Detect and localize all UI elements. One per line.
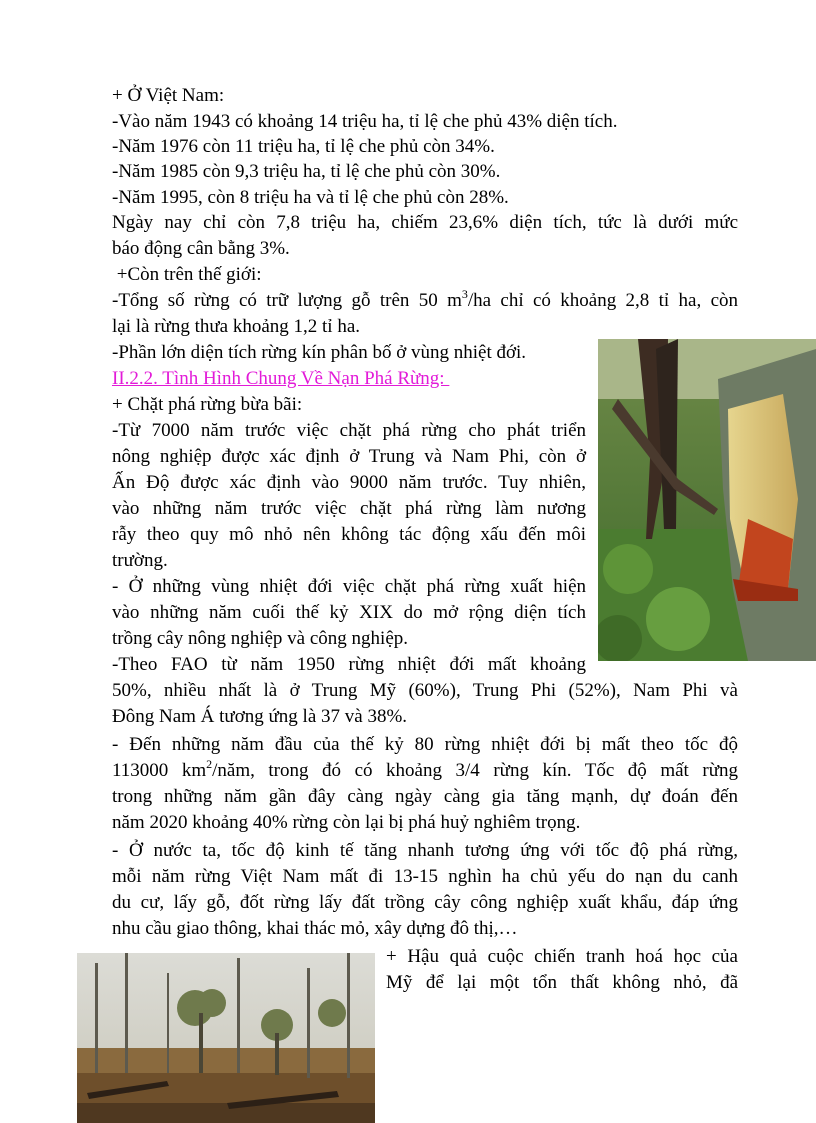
p1-line2: nông nghiệp được xác định ở Trung và Nam Phi, còn ở: [112, 446, 586, 467]
vn-today-line1: Ngày nay chỉ còn 7,8 triệu ha, chiếm 23,6% diện tích, tức là dưới mức: [112, 212, 738, 233]
world-total-line2: lại là rừng thưa khoảng 1,2 tỉ ha.: [112, 316, 361, 337]
p6-line2: Mỹ để lại một tổn thất không nhỏ, đã: [386, 972, 738, 993]
photo-burned-forest: [77, 953, 375, 1123]
section-heading: II.2.2. Tình Hình Chung Về Nạn Phá Rừng:: [112, 368, 450, 389]
vn-1995: -Năm 1995, còn 8 triệu ha và tỉ lệ che phủ còn 28%.: [112, 187, 509, 208]
p6-line1: + Hậu quả cuộc chiến tranh hoá học của: [386, 946, 738, 967]
vn-1976: -Năm 1976 còn 11 triệu ha, tỉ lệ che phủ còn 34%.: [112, 136, 495, 157]
p4-line3: trong những năm gần đây càng ngày càng gia tăng mạnh, dự đoán đến: [112, 786, 738, 807]
p1-line1: -Từ 7000 năm trước việc chặt phá rừng cho phát triển: [112, 420, 586, 441]
p2-line1: - Ở những vùng nhiệt đới việc chặt phá rừng xuất hiện: [112, 576, 586, 597]
p4-line2: 113000 $km^2$/năm, trong đó có khoảng 3/4 rừng kín. Tốc độ mất rừng: [112, 756, 738, 781]
p2-line2: vào những năm cuối thế kỷ XIX do mở rộng diện tích: [112, 602, 586, 623]
p3-line2: 50%, nhiều nhất là ở Trung Mỹ (60%), Trung Phi (52%), Nam Phi và: [112, 680, 738, 701]
burned-forest-image: [77, 953, 375, 1123]
p3-line3: Đông Nam Á tương ứng là 37 và 38%.: [112, 706, 408, 727]
photo-tree-cutting: [598, 339, 816, 661]
p1-line6: trường.: [112, 550, 168, 571]
world-intro: +Còn trên thế giới:: [112, 264, 262, 285]
p5-line4: nhu cầu giao thông, khai thác mỏ, xây dựng đô thị,…: [112, 918, 518, 939]
p1-line3: Ấn Độ được xác định vào 9000 năm trước. Tuy nhiên,: [112, 472, 586, 493]
p1-line4: vào những năm trước việc chặt phá rừng làm nương: [112, 498, 586, 519]
p1-line5: rẫy theo quy mô nhỏ nên không tác động xấu đến môi: [112, 524, 586, 545]
vn-intro: + Ở Việt Nam:: [112, 85, 225, 106]
vn-today-line2: báo động cân bằng 3%.: [112, 238, 290, 259]
p5-line1: - Ở nước ta, tốc độ kinh tế tăng nhanh tương ứng với tốc độ phá rừng,: [112, 840, 738, 861]
p4-line1: - Đến những năm đầu của thế kỷ 80 rừng nhiệt đới bị mất theo tốc độ: [112, 734, 738, 755]
tree-cutting-image: [598, 339, 816, 661]
p5-line3: du cư, lấy gỗ, đốt rừng lấy đất trồng cây công nghiệp xuất khẩu, đáp ứng: [112, 892, 738, 913]
logging-intro: + Chặt phá rừng bừa bãi:: [112, 394, 303, 415]
vn-1985: -Năm 1985 còn 9,3 triệu ha, tỉ lệ che phủ còn 30%.: [112, 161, 501, 182]
world-total-line1: -Tổng số rừng có trữ lượng gỗ trên 50 $m^3/ha$ chỉ có khoảng 2,8 tỉ ha, còn: [112, 286, 738, 311]
world-closed-forest: -Phần lớn diện tích rừng kín phân bố ở vùng nhiệt đới.: [112, 342, 527, 363]
p3-line1: -Theo FAO từ năm 1950 rừng nhiệt đới mất khoảng: [112, 654, 586, 675]
vn-1943: -Vào năm 1943 có khoảng 14 triệu ha, tỉ lệ che phủ 43% diện tích.: [112, 111, 618, 132]
p4-line4: năm 2020 khoảng 40% rừng còn lại bị phá huỷ nghiêm trọng.: [112, 812, 581, 833]
p2-line3: trồng cây nông nghiệp và công nghiệp.: [112, 628, 409, 649]
p5-line2: mỗi năm rừng Việt Nam mất đi 13-15 nghìn ha chủ yếu do nạn du canh: [112, 866, 738, 887]
